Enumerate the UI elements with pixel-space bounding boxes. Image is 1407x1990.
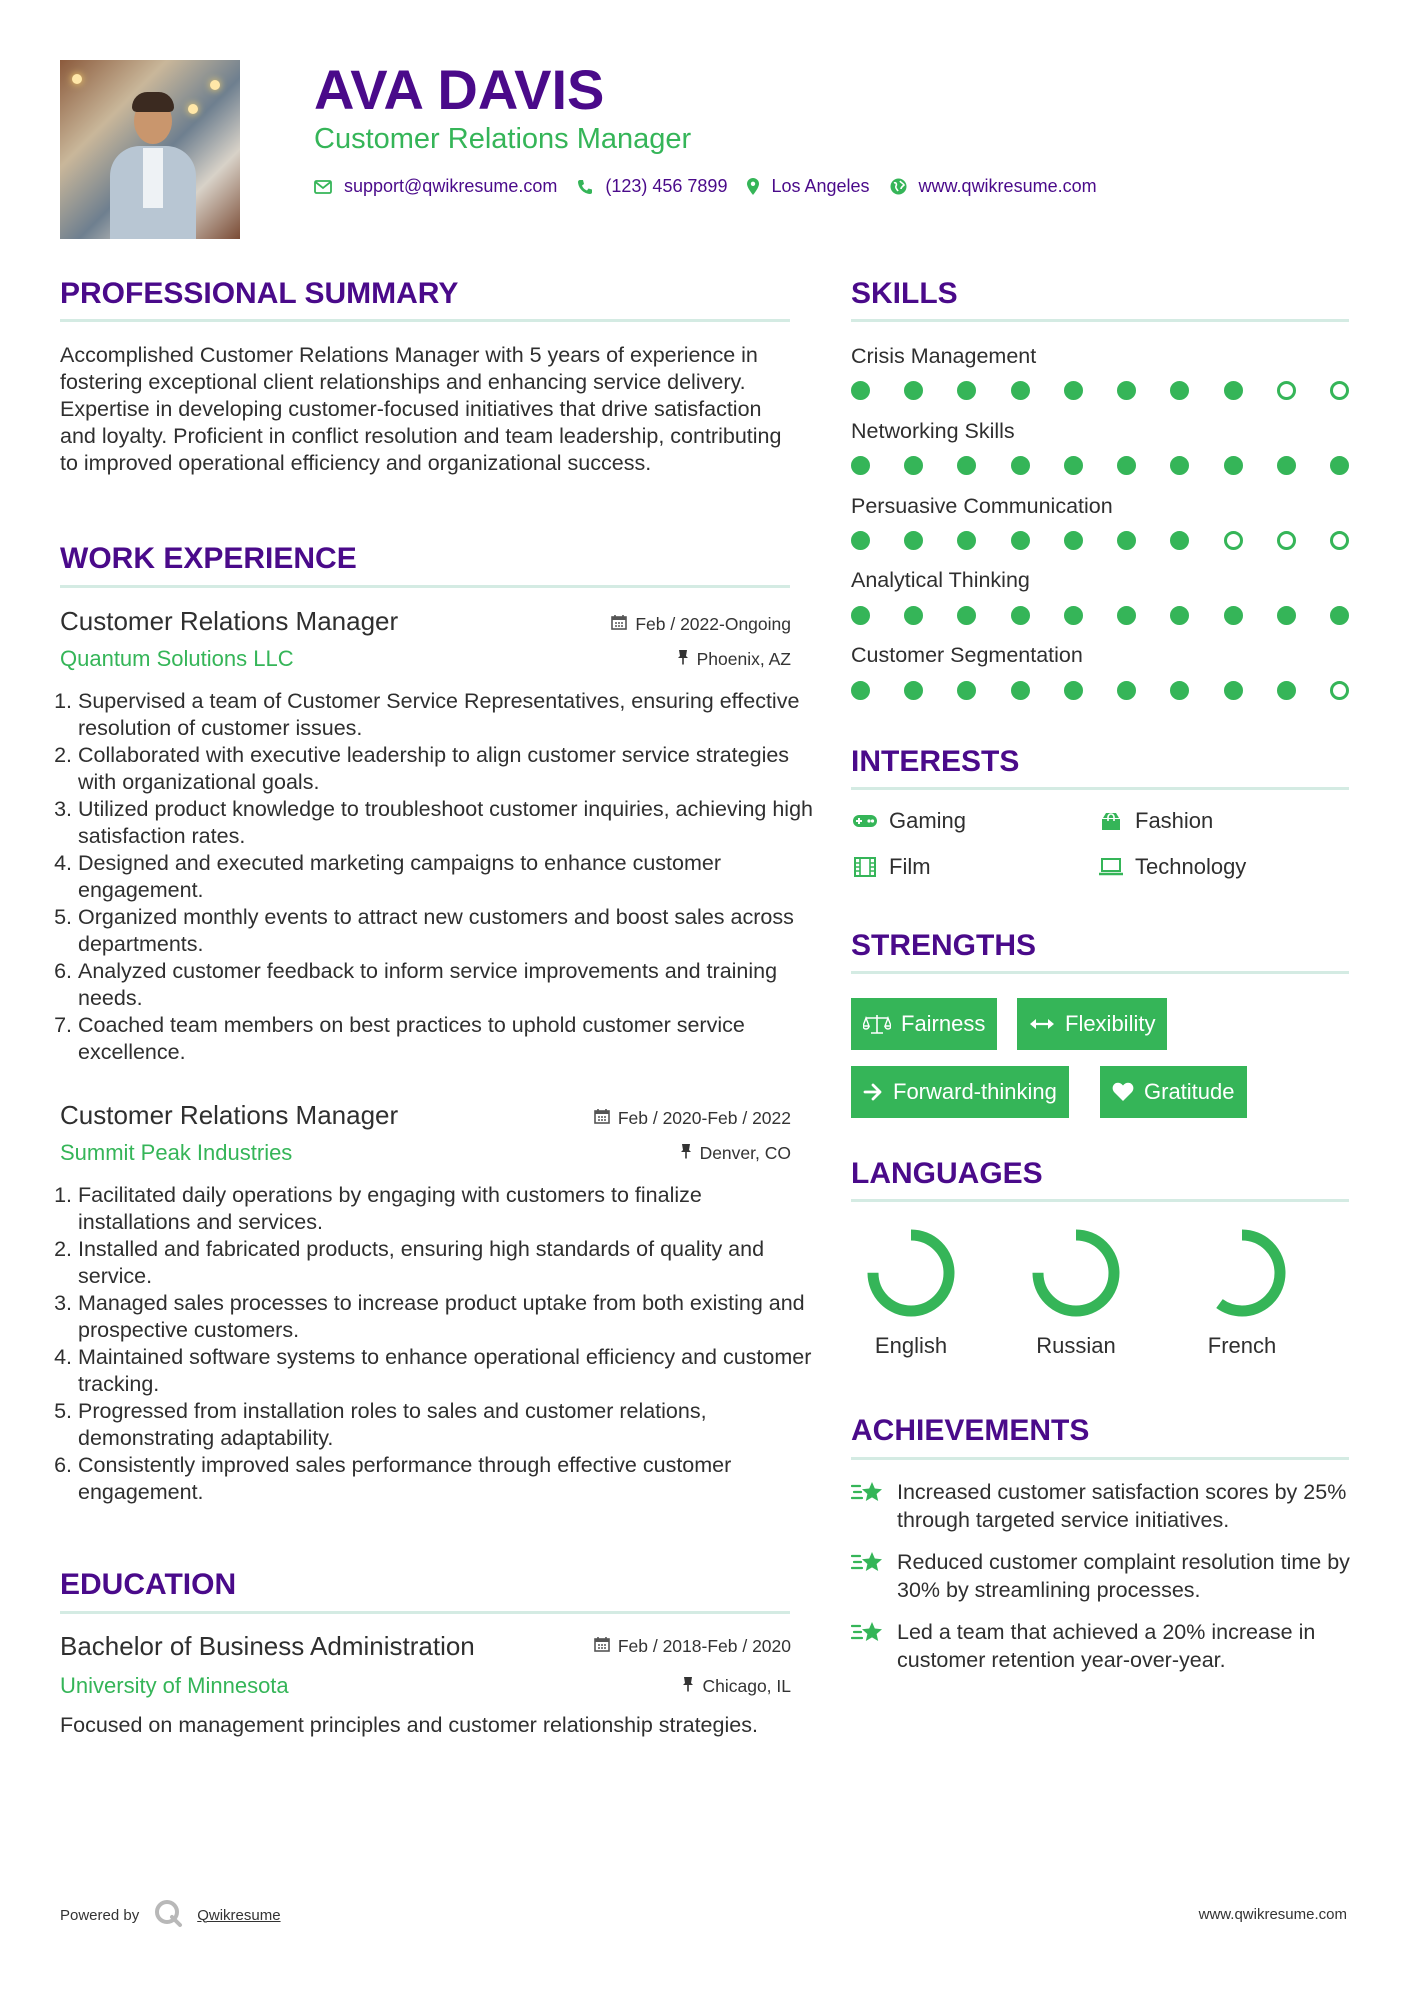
skill-name: Customer Segmentation — [851, 643, 1083, 667]
skill-rating — [851, 531, 1349, 550]
list-item: 1. Facilitated daily operations by engaging with customers to finalize installations and services. — [78, 1182, 818, 1236]
skill-name: Persuasive Communication — [851, 494, 1113, 518]
list-item: 5. Organized monthly events to attract new customers and boost sales across departments. — [78, 904, 818, 958]
company-name: Summit Peak Industries — [60, 1140, 293, 1165]
rating-dot-filled — [957, 381, 976, 400]
shooting-star-icon — [851, 1478, 887, 1534]
rating-dot-filled — [851, 531, 870, 550]
rating-dot-filled — [1011, 456, 1030, 475]
rating-dot-filled — [1064, 681, 1083, 700]
skill-rating — [851, 381, 1349, 400]
section-divider — [60, 585, 790, 588]
language-ring — [863, 1225, 959, 1321]
rating-dot-filled — [1277, 606, 1296, 625]
achievement-item: Increased customer satisfaction scores by 25% through targeted service initiatives. — [851, 1478, 1361, 1534]
languages-heading: LANGUAGES — [851, 1157, 1043, 1190]
job-role: Customer Relations Manager — [60, 1100, 399, 1130]
rating-dot-filled — [1170, 681, 1189, 700]
candidate-name: AVA DAVIS — [314, 58, 605, 121]
rating-dot-filled — [1330, 606, 1349, 625]
language-item — [1182, 1225, 1302, 1359]
rating-dot-filled — [1170, 531, 1189, 550]
list-item: 4. Designed and executed marketing campaigns to enhance customer engagement. — [78, 850, 818, 904]
education-dates: Feb / 2018-Feb / 2020 — [594, 1636, 791, 1657]
list-item: 3. Utilized product knowledge to troubleshoot customer inquiries, achieving high satisfaction rates. — [78, 796, 818, 850]
rating-dot-filled — [851, 381, 870, 400]
skill-rating — [851, 456, 1349, 475]
rating-dot-filled — [851, 456, 870, 475]
calendar-icon — [594, 1636, 610, 1657]
qwikresume-logo-icon — [153, 1898, 183, 1932]
pushpin-icon — [677, 649, 689, 670]
rating-dot-filled — [957, 681, 976, 700]
profile-photo — [60, 60, 240, 239]
candidate-title: Customer Relations Manager — [314, 123, 692, 155]
education-description: Focused on management principles and customer relationship strategies. — [60, 1713, 758, 1737]
film-icon — [851, 856, 879, 878]
section-divider — [851, 319, 1349, 322]
rating-dot-empty — [1277, 381, 1296, 400]
list-item: 3. Managed sales processes to increase product uptake from both existing and prospective customers. — [78, 1290, 818, 1344]
contact-website[interactable]: www.qwikresume.com — [918, 176, 1097, 196]
list-item: 2. Collaborated with executive leadership to align customer service strategies with organizational goals. — [78, 742, 818, 796]
language-name: French — [1207, 1333, 1277, 1358]
rating-dot-filled — [1117, 381, 1136, 400]
rating-dot-filled — [1277, 681, 1296, 700]
list-item: 6. Consistently improved sales performance through effective customer engagement. — [78, 1452, 818, 1506]
calendar-icon — [611, 614, 627, 635]
degree-name: Bachelor of Business Administration — [60, 1631, 475, 1661]
rating-dot-filled — [1011, 531, 1030, 550]
arrows-horizontal-icon — [1029, 1017, 1055, 1031]
rating-dot-filled — [1170, 606, 1189, 625]
language-name: English — [874, 1333, 948, 1358]
rating-dot-filled — [1064, 531, 1083, 550]
achievement-item: Reduced customer complaint resolution time by 30% by streamlining processes. — [851, 1548, 1361, 1604]
pushpin-icon — [682, 1676, 694, 1697]
achievement-item: Led a team that achieved a 20% increase in customer retention year-over-year. — [851, 1618, 1361, 1674]
calendar-icon — [594, 1108, 610, 1129]
gamepad-icon — [851, 810, 879, 832]
rating-dot-filled — [1117, 531, 1136, 550]
skill-name: Analytical Thinking — [851, 568, 1030, 592]
skill-rating — [851, 606, 1349, 625]
rating-dot-filled — [1224, 381, 1243, 400]
rating-dot-filled — [1224, 456, 1243, 475]
education-location: Chicago, IL — [682, 1676, 791, 1697]
rating-dot-filled — [851, 681, 870, 700]
rating-dot-filled — [1064, 381, 1083, 400]
job-location: Denver, CO — [680, 1143, 791, 1164]
language-item — [1016, 1225, 1136, 1359]
job-role: Customer Relations Manager — [60, 606, 399, 636]
laptop-icon — [1097, 856, 1125, 878]
rating-dot-filled — [904, 606, 923, 625]
phone-icon — [577, 179, 593, 195]
contact-bar — [314, 176, 1117, 197]
interest-item: Technology — [1097, 854, 1246, 880]
rating-dot-filled — [1224, 606, 1243, 625]
rating-dot-filled — [1011, 681, 1030, 700]
language-name: Russian — [1036, 1333, 1116, 1358]
summary-heading: PROFESSIONAL SUMMARY — [60, 277, 459, 310]
interest-item: Film — [851, 854, 931, 880]
rating-dot-filled — [1117, 681, 1136, 700]
rating-dot-empty — [1224, 531, 1243, 550]
pushpin-icon — [680, 1143, 692, 1164]
powered-by-label: Powered by — [60, 1906, 140, 1924]
contact-location: Los Angeles — [771, 176, 870, 196]
interest-item: Gaming — [851, 808, 966, 834]
strength-tag: Fairness — [851, 998, 997, 1050]
rating-dot-filled — [957, 606, 976, 625]
rating-dot-filled — [1011, 381, 1030, 400]
rating-dot-empty — [1277, 531, 1296, 550]
section-divider — [60, 319, 790, 322]
rating-dot-filled — [1170, 381, 1189, 400]
interests-heading: INTERESTS — [851, 745, 1020, 778]
rating-dot-filled — [1170, 456, 1189, 475]
rating-dot-empty — [1330, 531, 1349, 550]
rating-dot-filled — [1064, 606, 1083, 625]
rating-dot-filled — [1117, 606, 1136, 625]
shooting-star-icon — [851, 1548, 887, 1604]
footer-website[interactable]: www.qwikresume.com — [1198, 1906, 1347, 1923]
rating-dot-filled — [957, 456, 976, 475]
list-item: 1. Supervised a team of Customer Service Representatives, ensuring effective resolution of customer issues. — [78, 688, 818, 742]
map-marker-icon — [747, 178, 759, 195]
job-duties — [60, 1182, 818, 1506]
rating-dot-filled — [904, 381, 923, 400]
section-divider — [60, 1611, 790, 1614]
rating-dot-filled — [904, 456, 923, 475]
heart-icon — [1112, 1082, 1134, 1102]
section-divider — [851, 1457, 1349, 1460]
list-item: 5. Progressed from installation roles to sales and customer relations, demonstrating adaptability. — [78, 1398, 818, 1452]
skills-heading: SKILLS — [851, 277, 958, 310]
envelope-icon — [314, 180, 332, 194]
company-name: Quantum Solutions LLC — [60, 646, 294, 671]
experience-heading: WORK EXPERIENCE — [60, 542, 357, 575]
school-name: University of Minnesota — [60, 1673, 289, 1698]
rating-dot-filled — [1064, 456, 1083, 475]
rating-dot-filled — [1117, 456, 1136, 475]
rating-dot-filled — [1330, 456, 1349, 475]
strength-tag: Gratitude — [1100, 1066, 1247, 1118]
qwikresume-link[interactable]: Qwikresume — [197, 1906, 281, 1924]
rating-dot-filled — [1011, 606, 1030, 625]
rating-dot-filled — [904, 681, 923, 700]
skill-name: Networking Skills — [851, 419, 1015, 443]
rating-dot-empty — [1330, 681, 1349, 700]
list-item: 7. Coached team members on best practices to uphold customer service excellence. — [78, 1012, 818, 1066]
language-item — [851, 1225, 971, 1359]
education-heading: EDUCATION — [60, 1568, 237, 1601]
job-dates: Feb / 2022-Ongoing — [611, 614, 791, 635]
section-divider — [851, 787, 1349, 790]
strength-tag: Forward-thinking — [851, 1066, 1069, 1118]
summary-text: Accomplished Customer Relations Manager with 5 years of experience in fostering exceptional client relationships and enhancing service delivery. Expertise in developing customer-focused initiatives that drive satisfaction and loyalty. Proficient in conflict resolution and team leadership, contributing to improved operational efficiency and organizational success. — [60, 343, 782, 475]
list-item: 6. Analyzed customer feedback to inform service improvements and training needs. — [78, 958, 818, 1012]
job-duties — [60, 688, 818, 1066]
globe-icon — [890, 178, 907, 195]
list-item: 4. Maintained software systems to enhance operational efficiency and customer tracking. — [78, 1344, 818, 1398]
shooting-star-icon — [851, 1618, 887, 1674]
job-dates: Feb / 2020-Feb / 2022 — [594, 1108, 791, 1129]
rating-dot-empty — [1330, 381, 1349, 400]
rating-dot-filled — [957, 531, 976, 550]
section-divider — [851, 1199, 1349, 1202]
section-divider — [851, 971, 1349, 974]
shopping-bag-icon — [1097, 810, 1125, 832]
list-item: 2. Installed and fabricated products, ensuring high standards of quality and service. — [78, 1236, 818, 1290]
rating-dot-filled — [851, 606, 870, 625]
rating-dot-filled — [1277, 456, 1296, 475]
strengths-heading: STRENGTHS — [851, 929, 1037, 962]
job-location: Phoenix, AZ — [677, 649, 791, 670]
footer-powered-by — [60, 1898, 281, 1932]
arrow-right-icon — [863, 1083, 883, 1101]
strength-tag: Flexibility — [1017, 998, 1167, 1050]
language-ring — [1028, 1225, 1124, 1321]
balance-scale-icon — [863, 1013, 891, 1035]
skill-name: Crisis Management — [851, 344, 1037, 368]
interest-item: Fashion — [1097, 808, 1213, 834]
contact-email[interactable]: support@qwikresume.com — [344, 176, 558, 196]
achievements-heading: ACHIEVEMENTS — [851, 1414, 1090, 1447]
rating-dot-filled — [1224, 681, 1243, 700]
rating-dot-filled — [904, 531, 923, 550]
language-ring — [1194, 1225, 1290, 1321]
skill-rating — [851, 681, 1349, 700]
contact-phone[interactable]: (123) 456 7899 — [605, 176, 728, 196]
